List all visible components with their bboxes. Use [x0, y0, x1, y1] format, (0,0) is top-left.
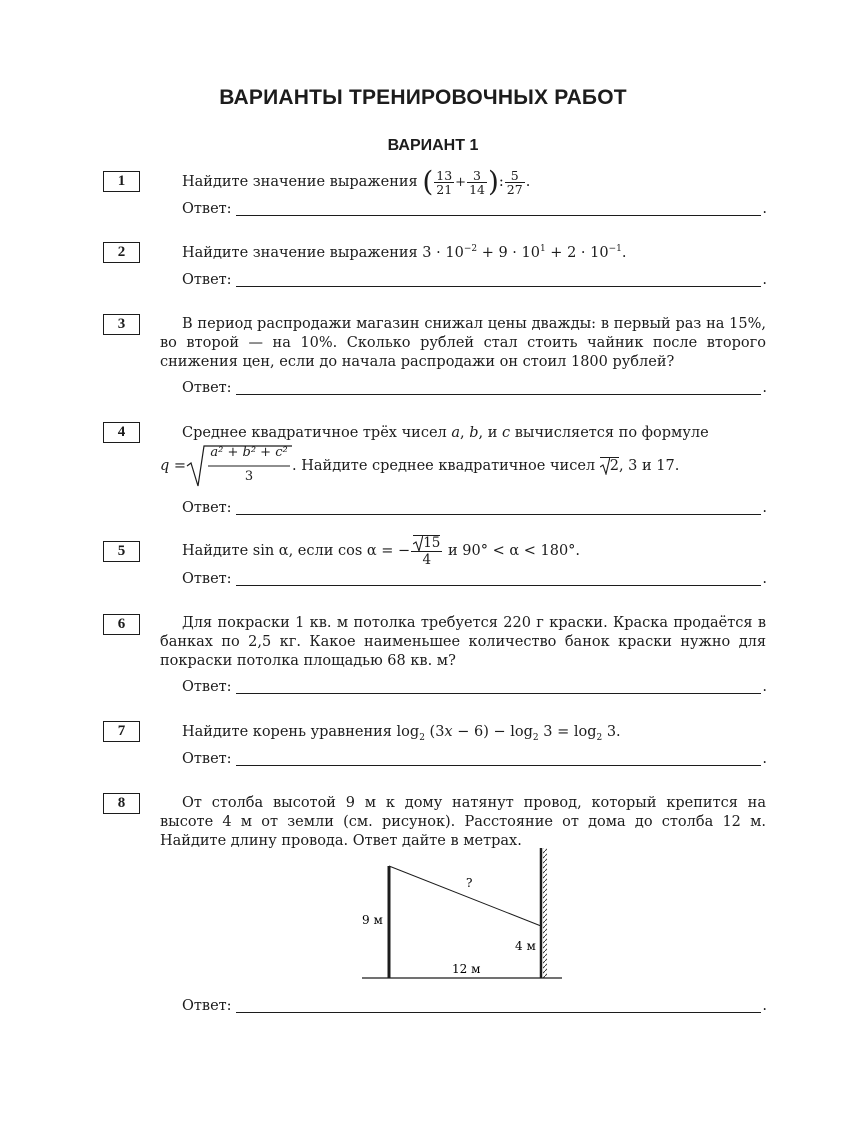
sqrt-formula — [186, 444, 292, 488]
radical-sign-small — [600, 457, 610, 475]
fraction-5-27: $\frac{5}{27}$ — [506, 167, 523, 197]
answer-line[interactable] — [236, 273, 762, 287]
task-8-text: От столба высотой 9 м к дому натянут провод, который крепится на высоте 4 м от земли (см. рисунок). Расстояние от дома до столба 12 м. Найдите длину провода. Ответ дайте в метрах. — [160, 795, 766, 849]
variant-title: ВАРИАНТ 1 — [387, 137, 479, 154]
task-4-formula-line: q = a² + b² + c² 3 . Найдите среднее квадратичное чисел 2, 3 и 17. — [160, 444, 679, 488]
answer-field-1[interactable]: Ответ: . — [182, 201, 767, 217]
task-number-2: 2 — [103, 242, 140, 263]
answer-line[interactable] — [236, 752, 762, 766]
answer-line[interactable] — [236, 381, 762, 395]
label-house: 4 м — [515, 939, 536, 953]
divide-sign: : — [498, 174, 504, 190]
answer-line[interactable] — [236, 202, 762, 216]
answer-field-7[interactable]: Ответ: . — [182, 751, 767, 767]
wire — [389, 866, 541, 926]
answer-line[interactable] — [236, 572, 762, 586]
task-7-text: Найдите корень уравнения $\log_2 (3x - 6) - \log_2 3 = \log_2 3$. — [182, 724, 621, 743]
answer-field-2[interactable]: Ответ: . — [182, 272, 767, 288]
task-number-7: 7 — [103, 721, 140, 742]
task-number-4: 4 — [103, 422, 140, 443]
answer-field-6[interactable]: Ответ: . — [182, 679, 767, 695]
left-paren: ( — [422, 165, 434, 198]
fraction-sqrt15-4: $\frac{15}{4}$ — [411, 535, 442, 568]
plus-sign: + — [455, 175, 467, 190]
task-4-line1: Среднее квадратичное трёх чисел a, b, и c вычисляется по формуле — [182, 425, 709, 441]
formula-q: q = — [160, 458, 187, 474]
task-number-6: 6 — [103, 614, 140, 635]
task-number-1: 1 — [103, 171, 140, 192]
task-number-3: 3 — [103, 314, 140, 335]
sqrt-2: 2 — [600, 457, 619, 474]
task-1-text: Найдите значение выражения ( $\frac{13}{21}$ + $\frac{3}{14}$ ): $\frac{5}{27}$ . — [182, 165, 531, 198]
page-title: ВАРИАНТЫ ТРЕНИРОВОЧНЫХ РАБОТ — [219, 86, 627, 109]
answer-field-3[interactable]: Ответ: . — [182, 380, 767, 396]
fraction-3-14: $\frac{3}{14}$ — [469, 167, 485, 197]
answer-field-8[interactable]: Ответ: . — [182, 998, 767, 1014]
task-1-label: Найдите значение выражения — [182, 174, 418, 190]
task-number-5: 5 — [103, 541, 140, 562]
task-2-text: Найдите значение выражения $3 \cdot 10^{-2} + 9 \cdot 10^1 + 2 \cdot 10^{-1}$. — [182, 244, 627, 261]
formula-numerator: a² + b² + c² — [210, 445, 288, 460]
figure-pole-house — [0, 846, 846, 986]
task-5-text: Найдите sin α, если cos α = − $\frac{15}{4}$ и 90° < α < 180°. — [182, 534, 581, 568]
answer-field-4[interactable]: Ответ: . — [182, 500, 767, 516]
label-wire: ? — [466, 876, 473, 890]
task-3-text: В период распродажи магазин снижал цены дважды: в первый раз на 15%, во второй — на 10%. Сколько рублей стал стоить чайник после второго снижения цен, если до начала распродажи он стоил 1800 рублей? — [160, 316, 766, 370]
wall-hatching — [543, 848, 547, 978]
label-ground: 12 м — [452, 962, 481, 976]
answer-line[interactable] — [236, 501, 762, 515]
task-6-text: Для покраски 1 кв. м потолка требуется 220 г краски. Краска продаётся в банках по 2,5 кг. Какое наименьшее количество банок краски нужно для покраски потолка площадью 68 кв. м? — [160, 615, 766, 669]
fraction-13-21: $\frac{13}{21}$ — [436, 167, 453, 197]
answer-field-5[interactable]: Ответ: . — [182, 571, 767, 587]
formula-denominator: 3 — [244, 469, 254, 484]
label-pole: 9 м — [362, 913, 383, 927]
answer-line[interactable] — [236, 680, 762, 694]
right-paren: ) — [487, 165, 499, 198]
task-number-8: 8 — [103, 793, 140, 814]
answer-line[interactable] — [236, 999, 762, 1013]
